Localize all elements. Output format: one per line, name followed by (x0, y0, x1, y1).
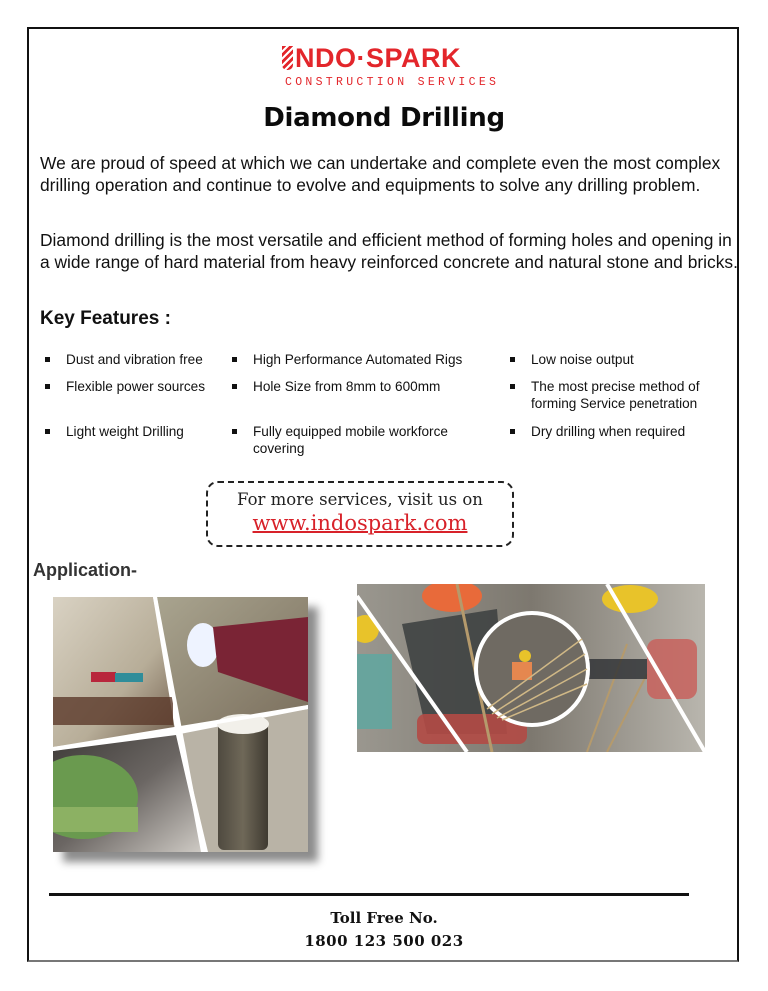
toll-free-label: Toll Free No. (330, 909, 438, 927)
intro-paragraph: We are proud of speed at which we can undertake and complete even the most complex drilling operation and continue to evolve and equipments to solve any drilling problem. (40, 153, 721, 195)
bullet-icon (45, 357, 50, 362)
drilling-collage-image (53, 597, 308, 852)
logo-brand-first: NDO (295, 43, 357, 73)
bullet-icon (510, 429, 515, 434)
bullet-icon (232, 429, 237, 434)
bullet-icon (45, 384, 50, 389)
collage-graphic (53, 597, 308, 852)
drill-bit-icon (282, 46, 293, 70)
website-link[interactable]: www.indospark.com (252, 511, 468, 535)
bullet-icon (232, 357, 237, 362)
workers-graphic (357, 584, 705, 752)
toll-free-number[interactable]: 1800 123 500 023 (304, 932, 464, 950)
bullet-icon (510, 357, 515, 362)
promo-text: For more services, visit us on (237, 490, 483, 509)
page-title: Diamond Drilling (263, 103, 505, 133)
bullet-icon (232, 384, 237, 389)
bullet-icon (510, 384, 515, 389)
key-features-heading: Key Features : (40, 308, 171, 329)
description-paragraph: Diamond drilling is the most versatile and efficient method of forming holes and opening in a wide range of hard material from heavy reinforced concrete and natural stone and bricks. (40, 230, 738, 272)
logo-brand-second: ·SPARK (356, 43, 462, 73)
application-heading: Application- (33, 560, 137, 580)
bullet-icon (45, 429, 50, 434)
logo-wordmark (282, 44, 461, 72)
company-logo (282, 43, 500, 94)
workers-drilling-image (357, 584, 705, 752)
footer-divider (49, 893, 689, 896)
website-promo-box (206, 481, 514, 547)
logo-tagline: CONSTRUCTION SERVICES (285, 76, 500, 89)
